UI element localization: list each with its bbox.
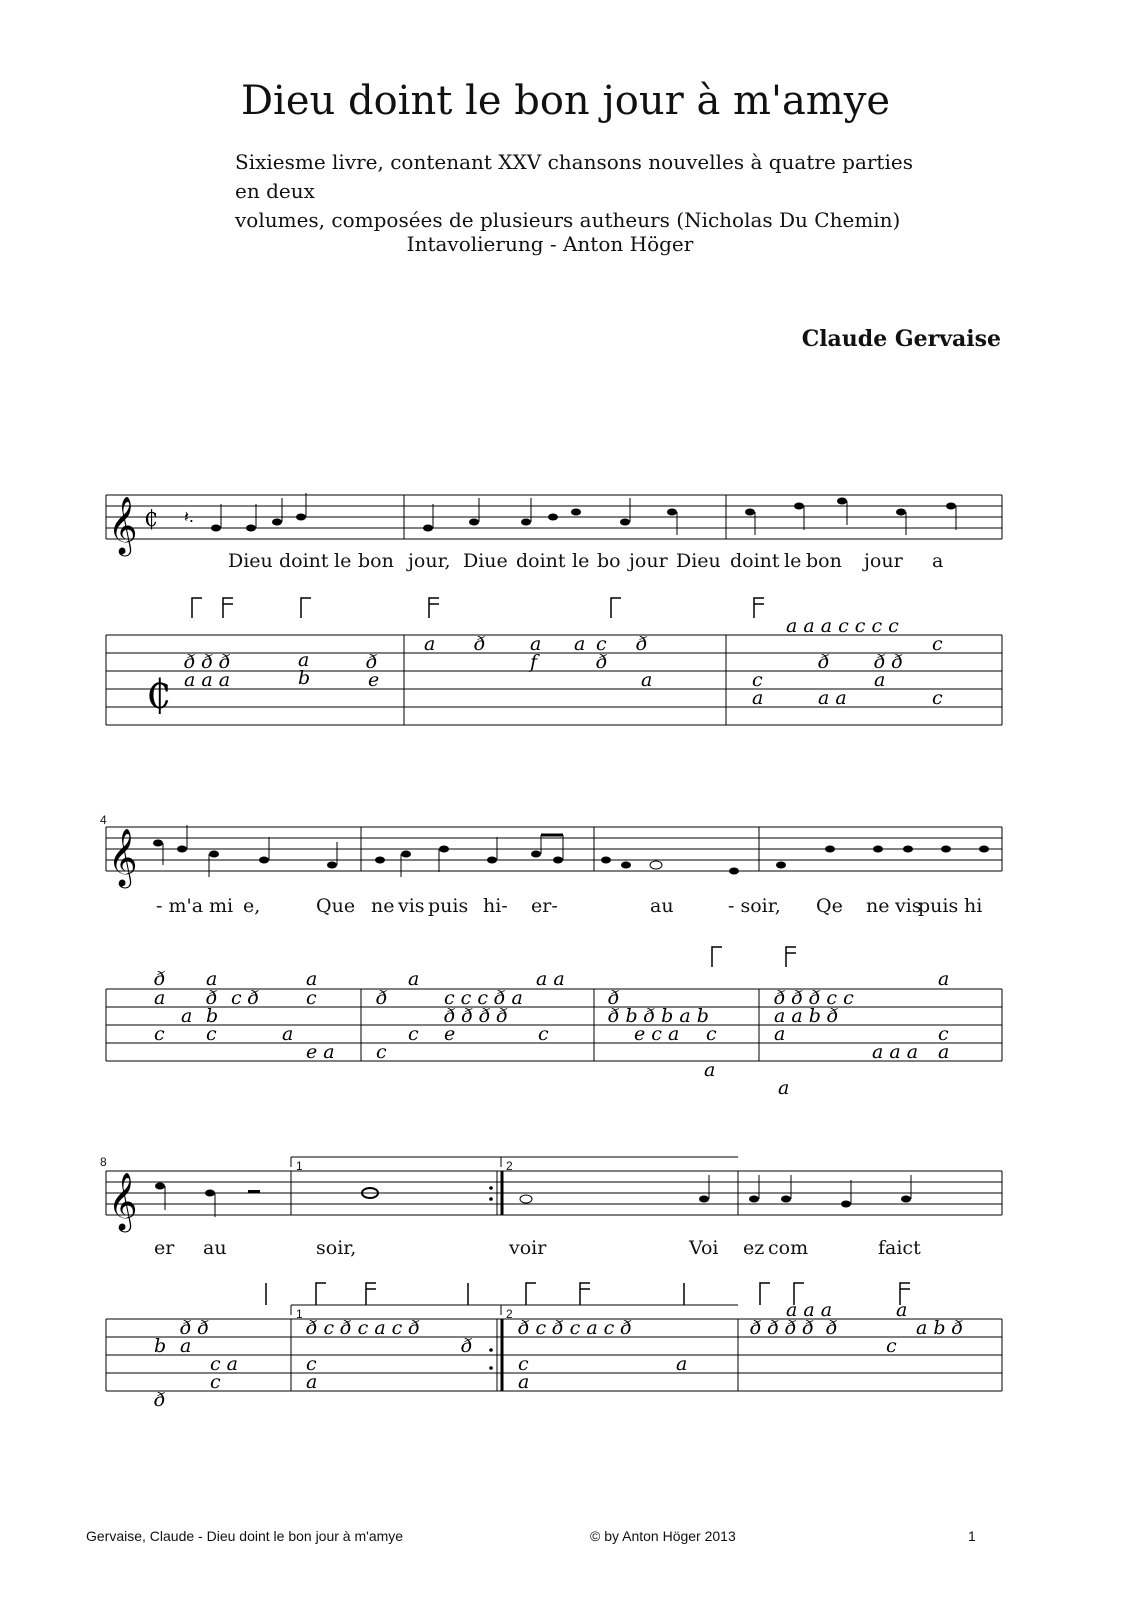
lyric-syllable: jour,	[408, 550, 451, 572]
lyric-syllable: soir,	[316, 1237, 357, 1259]
lyric-syllable: e,	[243, 895, 261, 917]
lyric-syllable: ne	[371, 895, 395, 917]
svg-text:c: c	[752, 669, 763, 691]
svg-text:ð: ð	[206, 987, 218, 1009]
svg-text:c: c	[210, 1371, 221, 1393]
svg-text:a: a	[676, 1353, 688, 1375]
lyric-syllable: doint	[516, 550, 566, 572]
svg-text:a: a	[518, 1371, 530, 1393]
music-system-1	[106, 490, 1002, 730]
svg-text:c c c ð a: c c c ð a	[444, 987, 523, 1009]
svg-text:ð: ð	[376, 987, 388, 1009]
svg-text:a: a	[306, 968, 318, 990]
svg-text:ð ð ð: ð ð ð	[184, 651, 231, 673]
lyric-syllable: ez	[743, 1237, 765, 1259]
lyric-syllable: - soir,	[728, 895, 781, 917]
svg-text:ð c ð c a c ð: ð c ð c a c ð	[518, 1317, 632, 1339]
svg-text:a: a	[424, 633, 436, 655]
lyric-syllable: Que	[316, 895, 356, 917]
subtitle	[235, 148, 935, 235]
music-system-3	[100, 1155, 1002, 1415]
system-1-graphics	[106, 490, 1002, 730]
lyric-syllable: le	[334, 550, 352, 572]
svg-text:c: c	[886, 1335, 897, 1357]
svg-text:ð: ð	[474, 633, 486, 655]
svg-text:c: c	[408, 1023, 419, 1045]
svg-text:b: b	[298, 667, 311, 689]
lyric-syllable: Dieu	[676, 550, 721, 572]
svg-text:a a a: a a a	[786, 1299, 833, 1321]
svg-text:𝄽.: 𝄽.	[184, 507, 194, 526]
page-number: 1	[968, 1528, 976, 1544]
lyric-syllable: - m'a	[156, 895, 204, 917]
lyric-syllable: jour	[629, 550, 668, 572]
measure-number: 8	[100, 1155, 107, 1169]
svg-text:a: a	[641, 669, 653, 691]
svg-text:a: a	[154, 987, 166, 1009]
svg-text:a b ð: a b ð	[916, 1317, 964, 1339]
lyric-syllable: puis	[428, 895, 469, 917]
lyric-syllable: hi	[964, 895, 983, 917]
svg-text:a: a	[774, 1023, 786, 1045]
svg-text:ð: ð	[366, 651, 378, 673]
svg-text:a: a	[181, 1005, 193, 1027]
svg-text:e: e	[444, 1023, 456, 1045]
svg-text:a a a: a a a	[872, 1041, 919, 1063]
volta-number: 2	[506, 1159, 513, 1173]
svg-text:ð ð: ð ð	[180, 1317, 209, 1339]
tab-cut-time-icon: ₵	[146, 672, 172, 718]
lyric-syllable: bo	[597, 550, 621, 572]
svg-text:a: a	[704, 1059, 716, 1081]
svg-text:a: a	[778, 1077, 790, 1099]
svg-text:c: c	[538, 1023, 549, 1045]
svg-text:ð: ð	[596, 651, 608, 673]
svg-text:a: a	[874, 669, 886, 691]
svg-text:a: a	[408, 968, 420, 990]
composer-name: Claude Gervaise	[801, 326, 1001, 352]
footer-left: Gervaise, Claude - Dieu doint le bon jour à m'amye	[86, 1528, 404, 1544]
svg-text:c: c	[932, 633, 943, 655]
svg-text:c: c	[154, 1023, 165, 1045]
lyric-syllable: a	[932, 550, 944, 572]
svg-text:a a a c c c c: a a a c c c c	[786, 615, 899, 637]
svg-text:a a: a a	[536, 968, 565, 990]
svg-text:a: a	[574, 633, 586, 655]
svg-text:c: c	[306, 987, 317, 1009]
lyric-syllable: Dieu	[228, 550, 273, 572]
lyric-syllable: voir	[509, 1237, 547, 1259]
svg-text:ð b ð b a b: ð b ð b a b	[608, 1005, 709, 1027]
lyric-syllable: bon	[806, 550, 842, 572]
lyric-syllable: le	[784, 550, 802, 572]
svg-text:a: a	[282, 1023, 294, 1045]
svg-text:c: c	[706, 1023, 717, 1045]
svg-text:ð: ð	[461, 1335, 473, 1357]
footer-copyright: © by Anton Höger 2013	[590, 1528, 736, 1544]
lyric-syllable: Voi	[689, 1237, 719, 1259]
svg-text:ð ð ð ð: ð ð ð ð	[444, 1005, 508, 1027]
svg-text:c: c	[376, 1041, 387, 1063]
svg-text:c: c	[518, 1353, 529, 1375]
lyric-syllable: bon	[358, 550, 394, 572]
svg-text:a: a	[938, 1041, 950, 1063]
svg-text:e: e	[368, 669, 380, 691]
svg-text:ð: ð	[818, 651, 830, 673]
svg-text:ð ð ð ð: ð ð ð ð	[750, 1317, 814, 1339]
lyric-syllable: er	[154, 1237, 175, 1259]
svg-text:c: c	[206, 1023, 217, 1045]
lyric-syllable: puis	[918, 895, 959, 917]
svg-text:a: a	[306, 1371, 318, 1393]
system-3-graphics	[106, 1155, 1002, 1415]
lyric-syllable: mi	[209, 895, 234, 917]
lyric-syllable: Qe	[816, 895, 843, 917]
lyric-syllable: vis	[895, 895, 922, 917]
svg-text:ð: ð	[826, 1317, 838, 1339]
lyric-syllable: ne	[866, 895, 890, 917]
svg-text:b: b	[206, 1005, 219, 1027]
treble-clef-icon: 𝄞	[108, 496, 138, 554]
tablature-letters	[184, 615, 943, 709]
svg-text:b: b	[154, 1335, 167, 1357]
volta-number: 1	[296, 1307, 303, 1321]
treble-clef-icon: 𝄞	[108, 1172, 138, 1230]
svg-text:ð ð: ð ð	[874, 651, 903, 673]
lyric-syllable: doint	[730, 550, 780, 572]
lyric-syllable: au	[650, 895, 674, 917]
svg-text:c ð: c ð	[231, 987, 260, 1009]
svg-text:f: f	[530, 651, 538, 673]
svg-text:a a a: a a a	[184, 669, 231, 691]
svg-text:a: a	[938, 968, 950, 990]
lyric-syllable: com	[768, 1237, 809, 1259]
subtitle-line-1: Sixiesme livre, contenant XXV chansons nouvelles à quatre parties en deux	[235, 150, 913, 203]
svg-text:ð: ð	[608, 987, 620, 1009]
svg-text:ð ð ð c c: ð ð ð c c	[774, 987, 854, 1009]
lyric-syllable: doint	[279, 550, 329, 572]
svg-text:a a: a a	[818, 687, 847, 709]
svg-text:ð: ð	[154, 1389, 166, 1411]
svg-text:e c a: e c a	[634, 1023, 680, 1045]
svg-text:c: c	[932, 687, 943, 709]
volta-number: 1	[296, 1159, 303, 1173]
svg-text:a: a	[180, 1335, 192, 1357]
system-2-graphics	[106, 815, 1002, 1099]
svg-text:a: a	[752, 687, 764, 709]
svg-text:a: a	[298, 649, 310, 671]
svg-text:e a: e a	[306, 1041, 335, 1063]
subtitle-line-2: volumes, composées de plusieurs autheurs (Nicholas Du Chemin)	[235, 208, 901, 232]
lyric-syllable: le	[572, 550, 590, 572]
lyric-syllable: au	[203, 1237, 227, 1259]
lyric-syllable: jour	[864, 550, 903, 572]
svg-text:ð: ð	[636, 633, 648, 655]
svg-text:a: a	[530, 633, 542, 655]
lyric-syllable: faict	[878, 1237, 921, 1259]
svg-text:c: c	[938, 1023, 949, 1045]
svg-text:ð c ð c a c ð: ð c ð c a c ð	[306, 1317, 420, 1339]
svg-text:c: c	[596, 633, 607, 655]
svg-text:a: a	[206, 968, 218, 990]
svg-text:ð: ð	[154, 968, 166, 990]
music-system-2	[100, 813, 1002, 1099]
lyric-syllable: er-	[531, 895, 558, 917]
svg-text:c: c	[306, 1353, 317, 1375]
intavolierung-credit: Intavolierung - Anton Höger	[406, 232, 694, 256]
lyric-syllable: Diue	[463, 550, 508, 572]
tablature-letters	[154, 968, 949, 1099]
svg-text:a: a	[896, 1299, 908, 1321]
treble-clef-icon: 𝄞	[108, 828, 138, 886]
page-title: Dieu doint le bon jour à m'amye	[240, 78, 890, 124]
measure-number: 4	[100, 813, 107, 827]
cut-time-icon: ₵	[144, 507, 158, 532]
lyric-syllable: vis	[398, 895, 425, 917]
svg-text:a a b ð: a a b ð	[774, 1005, 839, 1027]
svg-text:c a: c a	[210, 1353, 239, 1375]
volta-number: 2	[506, 1307, 513, 1321]
lyric-syllable: hi-	[483, 895, 508, 917]
